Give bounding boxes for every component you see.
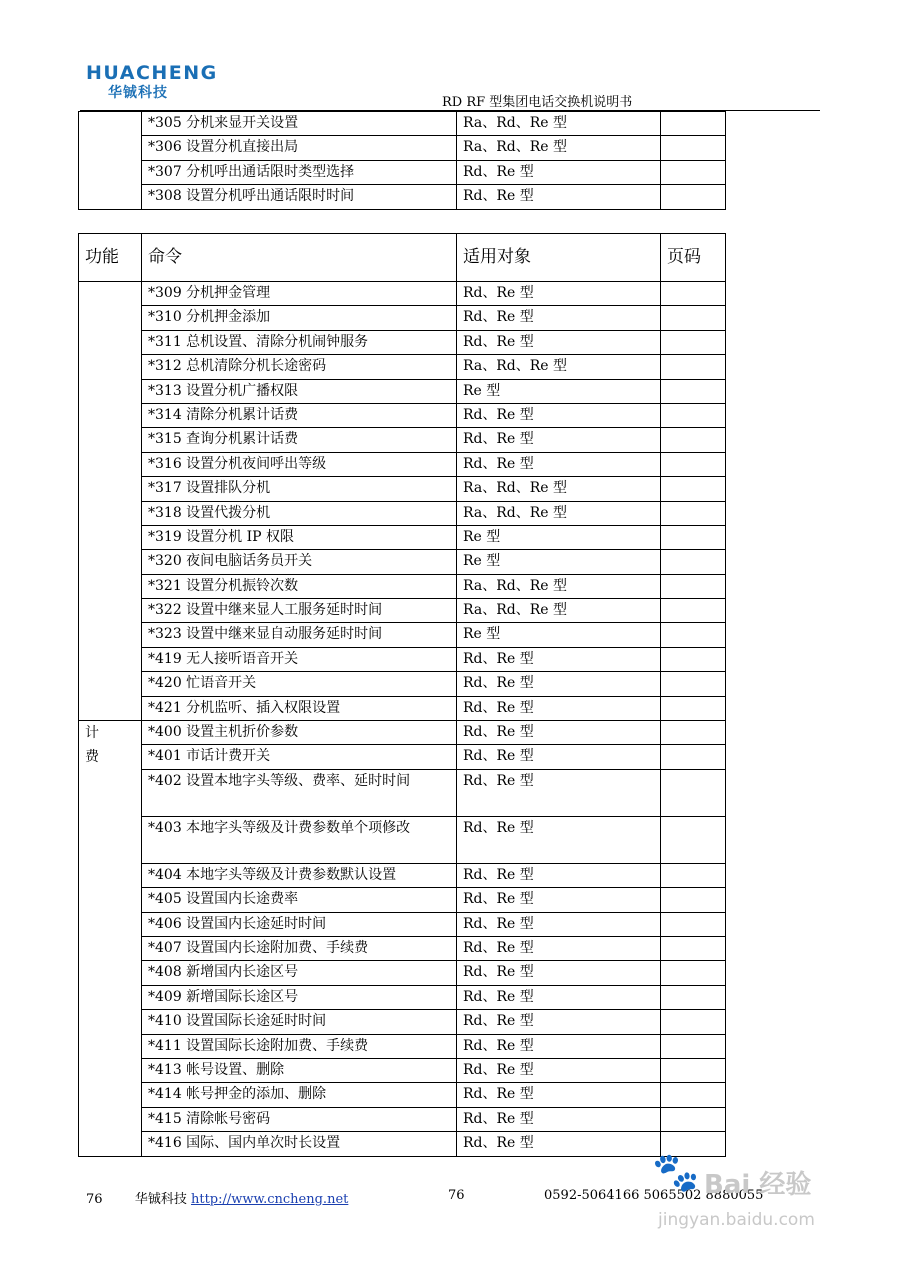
- command-cell: *411 设置国际长途附加费、手续费: [142, 1034, 457, 1058]
- table-row: [79, 112, 726, 136]
- command-cell: *400 设置主机折价参数: [142, 721, 457, 745]
- target-cell: Rd、Re 型: [457, 1132, 661, 1156]
- command-cell: *308 设置分机呼出通话限时时间: [142, 185, 457, 209]
- page-cell: [661, 1058, 726, 1082]
- command-cell: *313 设置分机广播权限: [142, 379, 457, 403]
- target-cell: Rd、Re 型: [457, 888, 661, 912]
- page-cell: [661, 1083, 726, 1107]
- page-cell: [661, 525, 726, 549]
- target-cell: Ra、Rd、Re 型: [457, 477, 661, 501]
- target-cell: Re 型: [457, 379, 661, 403]
- target-cell: Rd、Re 型: [457, 816, 661, 863]
- page-cell: [661, 936, 726, 960]
- target-cell: Rd、Re 型: [457, 403, 661, 427]
- target-cell: Rd、Re 型: [457, 1083, 661, 1107]
- target-cell: Rd、Re 型: [457, 160, 661, 184]
- target-cell: Rd、Re 型: [457, 863, 661, 887]
- page-cell: [661, 985, 726, 1009]
- page-cell: [661, 403, 726, 427]
- page-cell: [661, 1010, 726, 1034]
- command-cell: *323 设置中继来显自动服务延时时间: [142, 623, 457, 647]
- table-row: [79, 1132, 726, 1156]
- watermark-logo: Bai 经验: [704, 1170, 812, 1200]
- command-cell: *316 设置分机夜间呼出等级: [142, 452, 457, 476]
- table-row: [79, 888, 726, 912]
- target-cell: Rd、Re 型: [457, 330, 661, 354]
- target-cell: Rd、Re 型: [457, 985, 661, 1009]
- table-row: [79, 1107, 726, 1131]
- command-cell: *403 本地字头等级及计费参数单个项修改: [142, 816, 457, 863]
- command-cell: *321 设置分机振铃次数: [142, 574, 457, 598]
- logo-english: HUACHENG: [86, 62, 218, 84]
- table-row: [79, 136, 726, 160]
- page-cell: [661, 501, 726, 525]
- function-cell: [79, 282, 142, 721]
- company-logo: [86, 62, 218, 102]
- target-cell: Rd、Re 型: [457, 452, 661, 476]
- table-row: [79, 477, 726, 501]
- page-cell: [661, 428, 726, 452]
- table-row: [79, 306, 726, 330]
- table-row: [79, 330, 726, 354]
- target-cell: Ra、Rd、Re 型: [457, 574, 661, 598]
- table-row: [79, 961, 726, 985]
- command-cell: *402 设置本地字头等级、费率、延时时间: [142, 769, 457, 816]
- table-header-row: [79, 234, 726, 282]
- table-row: [79, 403, 726, 427]
- command-cell: *309 分机押金管理: [142, 282, 457, 306]
- table-row: [79, 185, 726, 209]
- target-cell: Rd、Re 型: [457, 672, 661, 696]
- page-cell: [661, 282, 726, 306]
- page-cell: [661, 112, 726, 136]
- command-cell: *407 设置国内长途附加费、手续费: [142, 936, 457, 960]
- target-cell: Re 型: [457, 550, 661, 574]
- function-cell: [79, 112, 142, 210]
- page-cell: [661, 355, 726, 379]
- table-row: [79, 379, 726, 403]
- command-cell: *413 帐号设置、删除: [142, 1058, 457, 1082]
- page-cell: [661, 912, 726, 936]
- header-page: 页码: [661, 234, 726, 282]
- watermark-url: jingyan.baidu.com: [658, 1210, 815, 1230]
- target-cell: Rd、Re 型: [457, 912, 661, 936]
- page-cell: [661, 647, 726, 671]
- command-cell: *312 总机清除分机长途密码: [142, 355, 457, 379]
- target-cell: Ra、Rd、Re 型: [457, 599, 661, 623]
- table-row: [79, 647, 726, 671]
- page-cell: [661, 160, 726, 184]
- target-cell: Rd、Re 型: [457, 306, 661, 330]
- command-cell: *319 设置分机 IP 权限: [142, 525, 457, 549]
- table-row: [79, 428, 726, 452]
- page-cell: [661, 672, 726, 696]
- table-row: [79, 525, 726, 549]
- command-cell: *419 无人接听语音开关: [142, 647, 457, 671]
- paw-icon: 🐾: [652, 1150, 700, 1194]
- logo-chinese: 华铖科技: [108, 85, 168, 101]
- target-cell: Ra、Rd、Re 型: [457, 112, 661, 136]
- footer-company: 华铖科技: [134, 1192, 187, 1207]
- table-row: [79, 816, 726, 863]
- target-cell: Rd、Re 型: [457, 961, 661, 985]
- page-cell: [661, 574, 726, 598]
- target-cell: Rd、Re 型: [457, 936, 661, 960]
- page-cell: [661, 888, 726, 912]
- command-cell: *408 新增国内长途区号: [142, 961, 457, 985]
- footer-page-number-left: 76: [86, 1192, 103, 1207]
- page-cell: [661, 477, 726, 501]
- table-row: [79, 1058, 726, 1082]
- table-row: [79, 769, 726, 816]
- page-cell: [661, 136, 726, 160]
- target-cell: Rd、Re 型: [457, 1034, 661, 1058]
- command-cell: *320 夜间电脑话务员开关: [142, 550, 457, 574]
- page-cell: [661, 745, 726, 769]
- target-cell: Rd、Re 型: [457, 1010, 661, 1034]
- target-cell: Rd、Re 型: [457, 282, 661, 306]
- target-cell: Rd、Re 型: [457, 745, 661, 769]
- command-cell: *322 设置中继来显人工服务延时时间: [142, 599, 457, 623]
- command-cell: *410 设置国际长途延时时间: [142, 1010, 457, 1034]
- table-row: [79, 1034, 726, 1058]
- table-row: [79, 985, 726, 1009]
- command-cell: *310 分机押金添加: [142, 306, 457, 330]
- footer-phone-numbers: 0592-5064166 5065502 8880055: [544, 1188, 764, 1203]
- page-cell: [661, 863, 726, 887]
- table-row: [79, 1083, 726, 1107]
- target-cell: Rd、Re 型: [457, 428, 661, 452]
- table-row: [79, 863, 726, 887]
- command-table: [78, 233, 726, 1157]
- target-cell: Ra、Rd、Re 型: [457, 501, 661, 525]
- table-row: [79, 282, 726, 306]
- target-cell: Ra、Rd、Re 型: [457, 136, 661, 160]
- command-cell: *406 设置国内长途延时时间: [142, 912, 457, 936]
- table-row: [79, 912, 726, 936]
- table-row: [79, 574, 726, 598]
- command-cell: *305 分机来显开关设置: [142, 112, 457, 136]
- table-row: [79, 672, 726, 696]
- page-cell: [661, 961, 726, 985]
- command-cell: *404 本地字头等级及计费参数默认设置: [142, 863, 457, 887]
- target-cell: Rd、Re 型: [457, 1107, 661, 1131]
- function-cell: 计 费: [79, 721, 142, 1156]
- target-cell: Rd、Re 型: [457, 696, 661, 720]
- command-cell: *311 总机设置、清除分机闹钟服务: [142, 330, 457, 354]
- table-row: [79, 936, 726, 960]
- page-cell: [661, 550, 726, 574]
- command-cell: *421 分机监听、插入权限设置: [142, 696, 457, 720]
- command-cell: *416 国际、国内单次时长设置: [142, 1132, 457, 1156]
- page-cell: [661, 1107, 726, 1131]
- page-cell: [661, 452, 726, 476]
- table-row: [79, 696, 726, 720]
- header-command: 命令: [142, 234, 457, 282]
- page-cell: [661, 1034, 726, 1058]
- page-cell: [661, 599, 726, 623]
- command-cell: *420 忙语音开关: [142, 672, 457, 696]
- page-cell: [661, 330, 726, 354]
- page-cell: [661, 306, 726, 330]
- table-row: [79, 745, 726, 769]
- command-cell: *307 分机呼出通话限时类型选择: [142, 160, 457, 184]
- page-cell: [661, 185, 726, 209]
- table-row: [79, 550, 726, 574]
- target-cell: Ra、Rd、Re 型: [457, 355, 661, 379]
- target-cell: Re 型: [457, 623, 661, 647]
- table-row: [79, 1010, 726, 1034]
- footer-left: [86, 1188, 348, 1207]
- footer-website-link[interactable]: http://www.cncheng.net: [190, 1192, 349, 1207]
- page-cell: [661, 379, 726, 403]
- table-row: [79, 721, 726, 745]
- target-cell: Re 型: [457, 525, 661, 549]
- target-cell: Rd、Re 型: [457, 721, 661, 745]
- page-cell: [661, 696, 726, 720]
- command-cell: *315 查询分机累计话费: [142, 428, 457, 452]
- command-cell: *317 设置排队分机: [142, 477, 457, 501]
- table-row: [79, 160, 726, 184]
- command-cell: *401 市话计费开关: [142, 745, 457, 769]
- table-row: [79, 501, 726, 525]
- command-cell: *318 设置代拨分机: [142, 501, 457, 525]
- command-cell: *409 新增国际长途区号: [142, 985, 457, 1009]
- document-title: RD RF 型集团电话交换机说明书: [442, 95, 633, 110]
- header-function: 功能: [79, 234, 142, 282]
- header-target: 适用对象: [457, 234, 661, 282]
- command-cell: *414 帐号押金的添加、删除: [142, 1083, 457, 1107]
- page-cell: [661, 816, 726, 863]
- page-cell: [661, 623, 726, 647]
- table-row: [79, 355, 726, 379]
- command-cell: *314 清除分机累计话费: [142, 403, 457, 427]
- command-cell: *415 清除帐号密码: [142, 1107, 457, 1131]
- command-cell: *306 设置分机直接出局: [142, 136, 457, 160]
- continued-command-table: [78, 111, 726, 210]
- target-cell: Rd、Re 型: [457, 185, 661, 209]
- page-cell: [661, 769, 726, 816]
- target-cell: Rd、Re 型: [457, 647, 661, 671]
- command-cell: *405 设置国内长途费率: [142, 888, 457, 912]
- table-row: [79, 599, 726, 623]
- target-cell: Rd、Re 型: [457, 1058, 661, 1082]
- page-cell: [661, 721, 726, 745]
- table-row: [79, 623, 726, 647]
- target-cell: Rd、Re 型: [457, 769, 661, 816]
- watermark: [652, 1150, 852, 1250]
- footer-page-number: 76: [448, 1188, 465, 1203]
- table-row: [79, 452, 726, 476]
